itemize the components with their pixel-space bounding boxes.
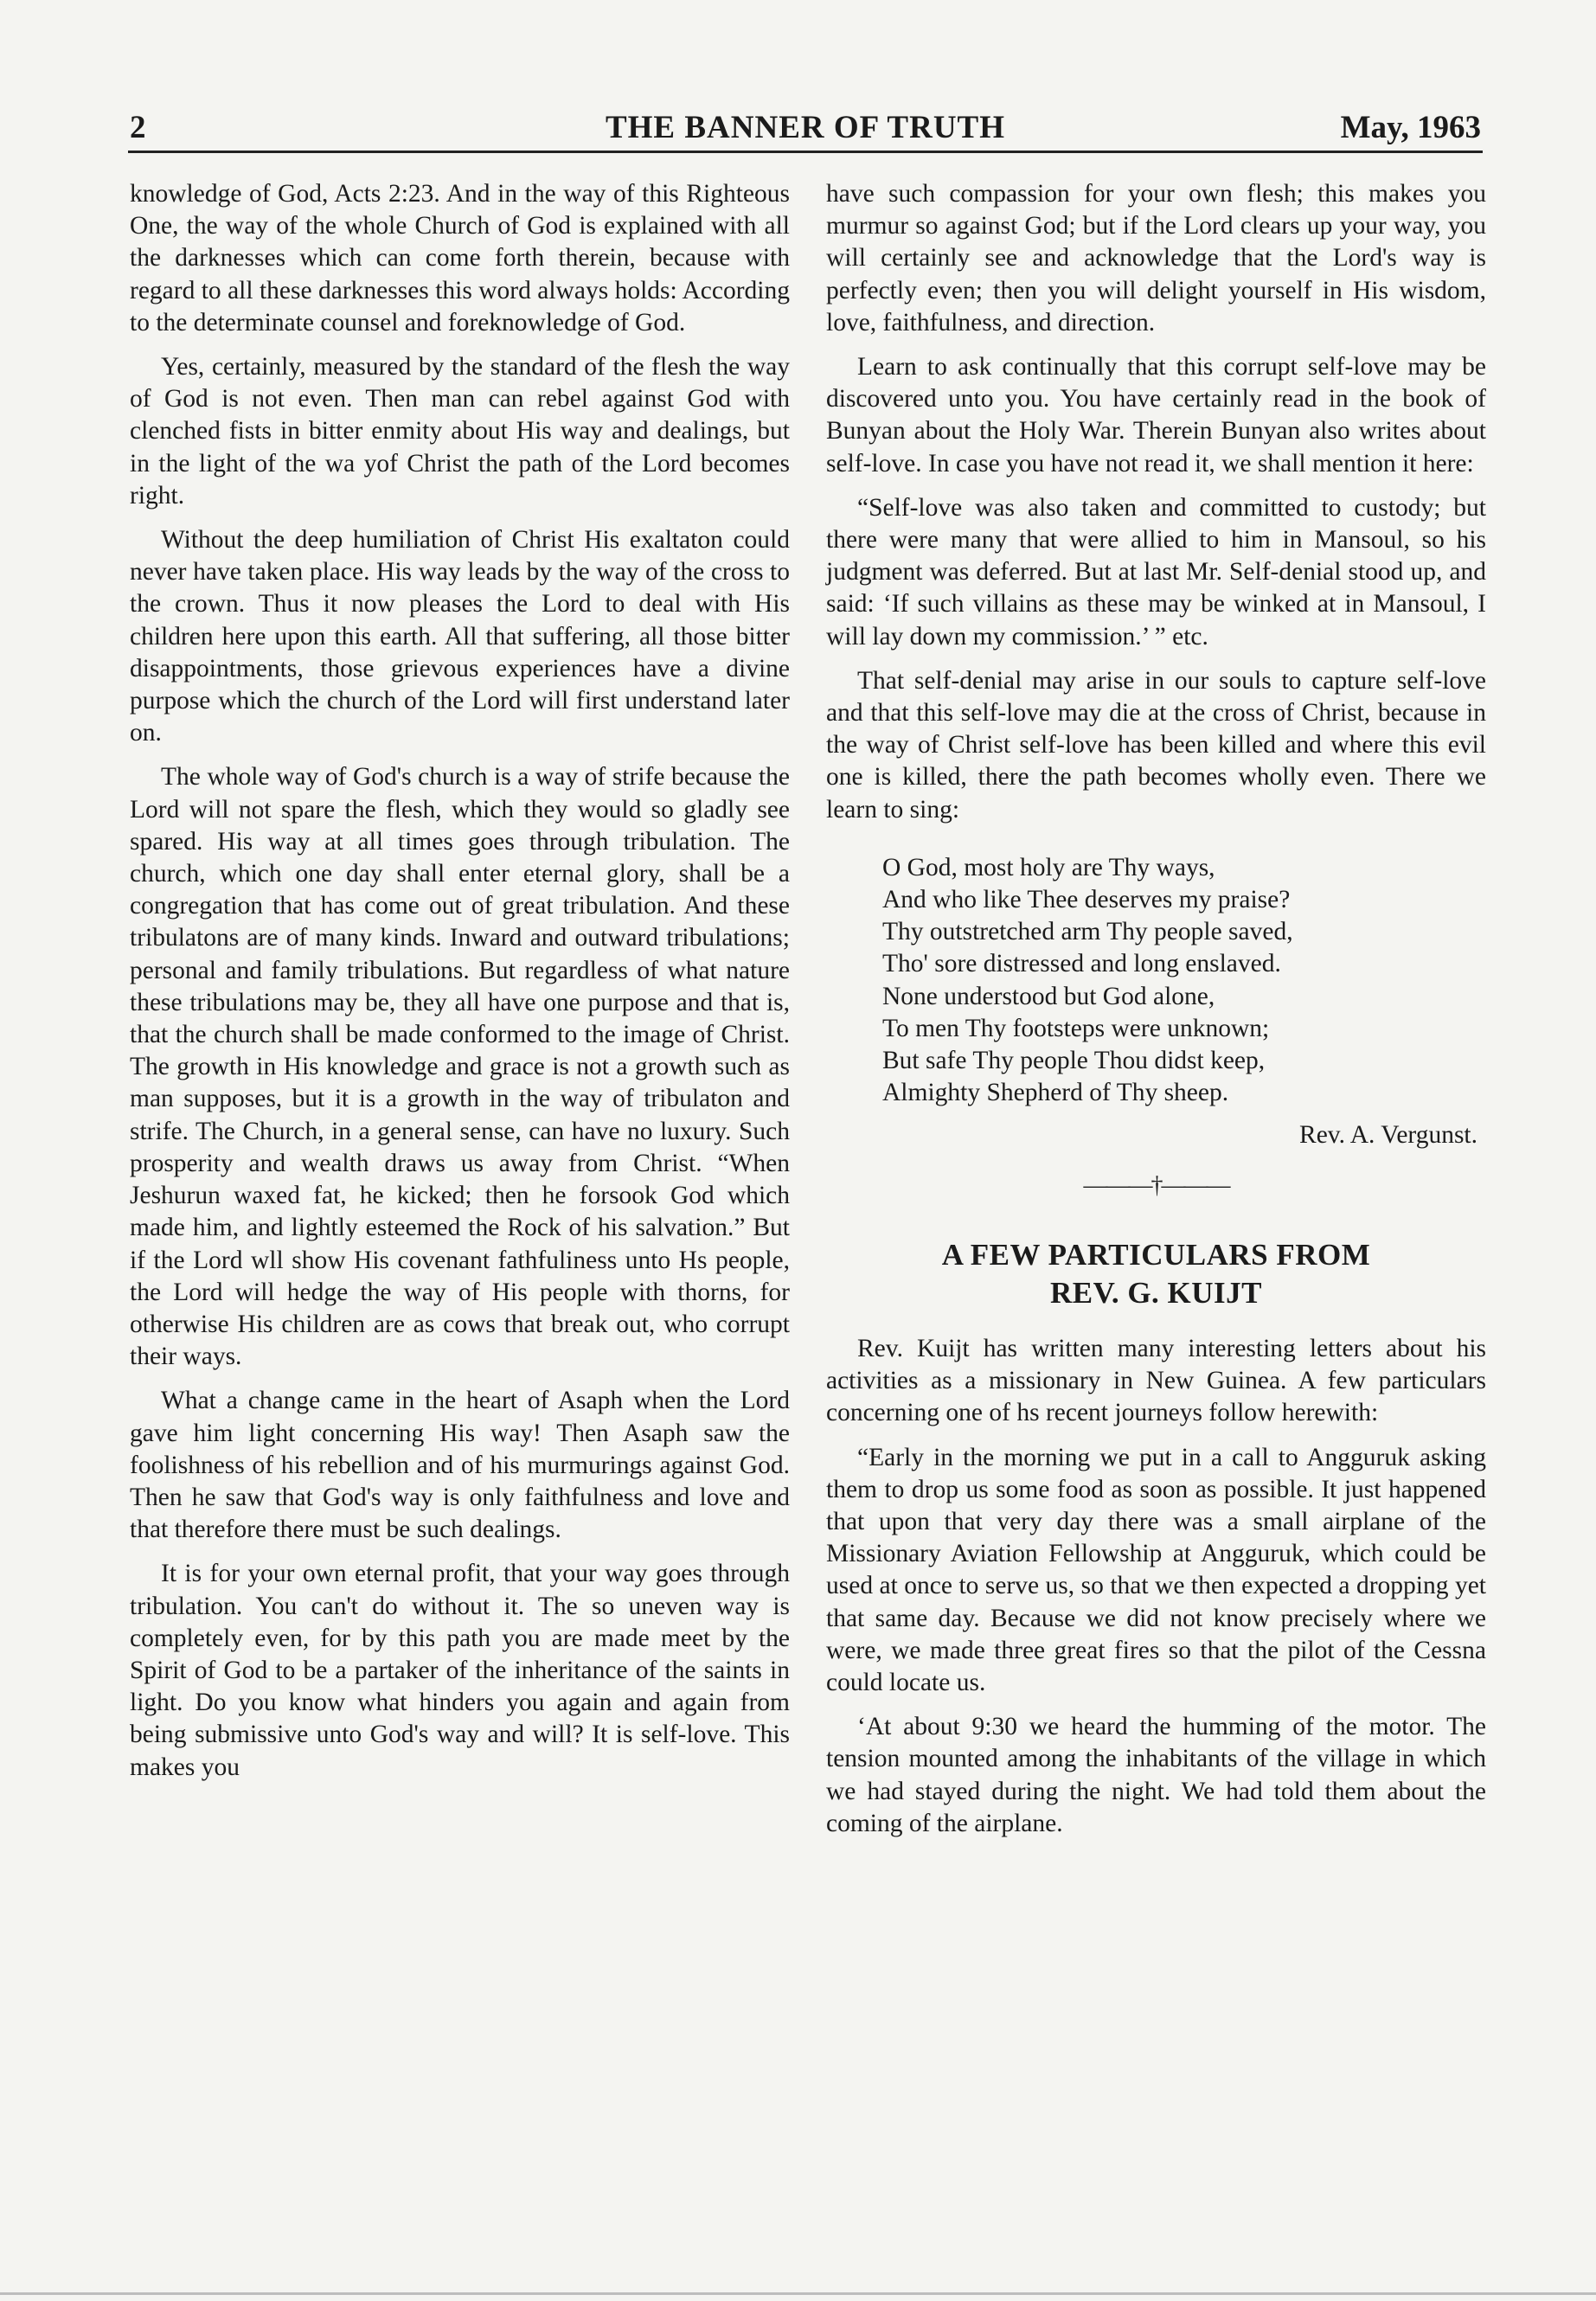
publication-title: THE BANNER OF TRUTH (605, 110, 1006, 145)
page-edge-line (0, 2292, 1596, 2295)
poem-line: None understood but God alone, (882, 982, 1215, 1010)
paragraph: Rev. Kuijt has written many interesting letters about his activities as a missionary in New Guinea. A few particulars concerning one of hs recent journeys follow herewith: (826, 1334, 1486, 1427)
right-column (826, 178, 1486, 1852)
paragraph: Learn to ask continually that this corrupt self-love may be discovered unto you. You have certainly read in the book of Bunyan about the Holy War. Therein Bunyan also writes about self-love. In case you have not read it, we shall mention it here: (826, 353, 1486, 478)
poem-line: O God, most holy are Thy ways, (882, 853, 1215, 881)
left-column (130, 178, 790, 1796)
poem-line: Tho' sore distressed and long enslaved. (882, 950, 1281, 978)
poem-line: And who like Thee deserves my praise? (882, 886, 1291, 914)
article-title-line: REV. G. KUIJT (1049, 1275, 1263, 1310)
section-divider: ———†——— (1083, 1171, 1229, 1199)
paragraph: “Early in the morning we put in a call to Angguruk asking them to drop us some food as soon as possible. It just happened that upon that very day there was a small airplane of the Missionary Aviation Fellowship at Angguruk, which could be used at once to serve us, so that we then expected a dropping yet that same day. Because we did not know precisely where we were, we made three great fires so that the pilot of the Cessna could locate us. (826, 1443, 1486, 1696)
paragraph: ‘At about 9:30 we heard the humming of the motor. The tension mounted among the inhabitants of the village in which we had stayed during the night. We had told them about the coming of the airplane. (826, 1713, 1486, 1837)
poem-line: But safe Thy people Thou didst keep, (882, 1047, 1266, 1075)
paragraph: Without the deep humiliation of Christ His exaltaton could never have taken place. His way leads by the way of the cross to the crown. Thus it now pleases the Lord to deal with His children here upon this earth. All that suffering, all those bitter disappointments, those grievous experiences have a divine purpose which the church of the Lord will first understand later on. (130, 526, 790, 747)
article-title (826, 1236, 1486, 1312)
page-number: 2 (130, 110, 146, 145)
page-header (128, 106, 1483, 153)
article-title-line: A FEW PARTICULARS FROM (941, 1237, 1371, 1272)
poem (882, 852, 1486, 1110)
paragraph: It is for your own eternal profit, that your way goes through tribulation. You can't do without it. The so uneven way is completely even, for by this path you are made meet by the Spirit of God to be a partaker of the inheritance of the saints in light. Do you know what hinders you again and again from being submissive unto God's way and will? It is self-love. This makes you (130, 1560, 790, 1781)
author-signature: Rev. A. Vergunst. (1299, 1121, 1477, 1150)
paragraph: have such compassion for your own flesh; this makes you murmur so against God; but if the Lord clears up your way, you will certainly see and acknowledge that the Lord's way is perfectly even; then you will delight yourself in His wisdom, love, faithfulness, and direction. (826, 180, 1486, 336)
paragraph: knowledge of God, Acts 2:23. And in the way of this Righteous One, the way of the whole Church of God is explained with all the darknesses which can come forth therein, because with regard to all these darknesses this word always holds: According to the determinate counsel and foreknowledge of God. (130, 180, 790, 336)
paragraph: That self-denial may arise in our souls to capture self-love and that this self-love may die at the cross of Christ, because in the way of Christ self-love has been killed and where this evil one is killed, there the path becomes wholly even. There we learn to sing: (826, 666, 1486, 824)
paragraph: What a change came in the heart of Asaph when the Lord gave him light concerning His way! Then Asaph saw the foolishness of his rebellion and of his murmurings against God. Then he saw that God's way is only faithfulness and love and that therefore there must be such dealings. (130, 1387, 790, 1544)
poem-line: Almighty Shepherd of Thy sheep. (882, 1079, 1229, 1107)
paragraph: The whole way of God's church is a way of strife because the Lord will not spare the flesh, which they would so gladly see spared. His way at all times goes through tribulation. The church, which one day shall enter eternal glory, shall be a congregation that has come out of great tribulation. And these tribulatons are of many kinds. Inward and outward tribulations; personal and family tribulations. But regardless of what nature these tribulations may be, they all have one purpose and that is, that the church shall be made conformed to the image of Christ. The growth in His knowledge and grace is not a growth such as man supposes, but it is a growth in the way of tribulaton and strife. The Church, in a general sense, can have no luxury. Such prosperity and wealth draws us away from Christ. “When Jeshurun waxed fat, he kicked; then he forsook God which made him, and lightly esteemed the Rock of his salvation.” But if the Lord wll show His covenant fathfuliness unto Hs people, the Lord will hedge the way of His people with thorns, for otherwise His children are as cows that break out, who corrupt their ways. (130, 763, 790, 1371)
poem-line: To men Thy footsteps were unknown; (882, 1014, 1270, 1042)
paragraph: Yes, certainly, measured by the standard of the flesh the way of God is not even. Then man can rebel against God with clenched fists in bitter enmity about His way and dealings, but in the light of the wa yof Christ the path of the Lord becomes right. (130, 353, 790, 510)
quoted-paragraph: “Self-love was also taken and committed to custody; but there were many that were allied to him in Mansoul, so his judgment was deferred. But at last Mr. Self-denial stood up, and said: ‘If such villains as these may be winked at in Mansoul, I will lay down my commission.’ ” etc. (826, 493, 1486, 651)
poem-line: Thy outstretched arm Thy people saved, (882, 918, 1293, 946)
issue-date: May, 1963 (1340, 110, 1481, 145)
